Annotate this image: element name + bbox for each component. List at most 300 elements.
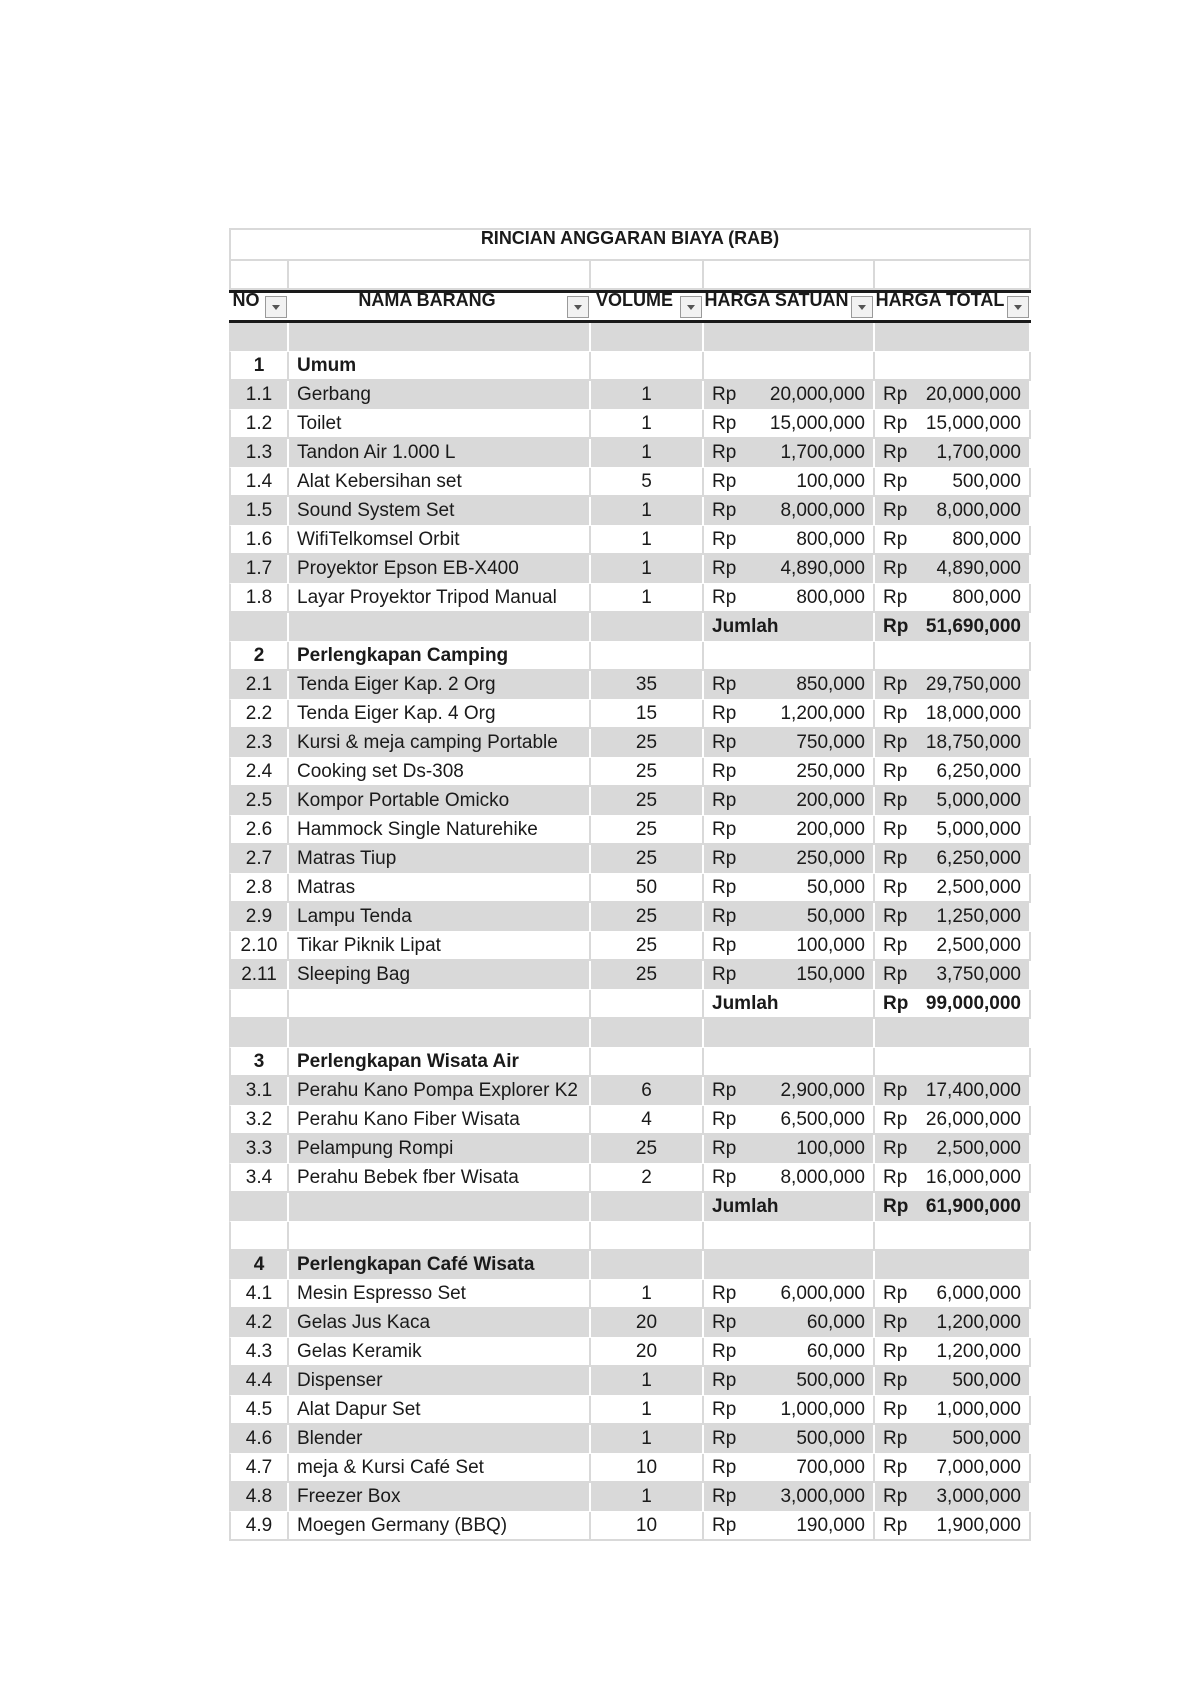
currency-label: Rp	[712, 818, 737, 840]
amount-value: 6,500,000	[780, 1108, 865, 1130]
empty-cell[interactable]	[229, 323, 289, 352]
item-name[interactable]: Tenda Eiger Kap. 4 Org	[289, 700, 591, 729]
item-unit-price[interactable]	[704, 1396, 875, 1425]
amount-value: 1,200,000	[936, 1340, 1021, 1362]
table-row	[229, 903, 1031, 932]
item-volume[interactable]: 1	[591, 1483, 704, 1512]
item-volume[interactable]: 5	[591, 468, 704, 497]
currency-label: Rp	[883, 934, 908, 956]
item-volume[interactable]: 25	[591, 845, 704, 874]
empty-cell[interactable]	[875, 323, 1031, 352]
header-no-label: NO	[232, 290, 260, 310]
amount-value: 20,000,000	[925, 384, 1021, 405]
item-number[interactable]: 1.3	[229, 439, 289, 468]
item-total-price[interactable]	[875, 1280, 1031, 1309]
item-volume[interactable]: 2	[591, 1164, 704, 1193]
currency-label: Rp	[883, 876, 908, 898]
item-total-price[interactable]	[875, 1338, 1031, 1367]
subtotal-row	[229, 1193, 1031, 1222]
currency-label: Rp	[712, 876, 737, 898]
item-name[interactable]: Kursi & meja camping Portable	[289, 729, 591, 758]
currency-label: Rp	[712, 500, 737, 521]
item-number[interactable]: 3.4	[229, 1164, 289, 1193]
currency-label: Rp	[883, 1166, 908, 1188]
item-total-price[interactable]	[875, 526, 1031, 555]
item-number[interactable]: 3.1	[229, 1077, 289, 1106]
item-number[interactable]: 2.7	[229, 845, 289, 874]
item-name[interactable]: Proyektor Epson EB-X400	[289, 555, 591, 584]
item-name[interactable]: Toilet	[289, 410, 591, 439]
item-unit-price[interactable]	[704, 1454, 875, 1483]
filter-dropdown-icon[interactable]	[1007, 296, 1029, 318]
item-total-price[interactable]	[875, 584, 1031, 613]
item-unit-price[interactable]	[704, 874, 875, 903]
item-name[interactable]: WifiTelkomsel Orbit	[289, 526, 591, 555]
item-unit-price[interactable]	[704, 584, 875, 613]
empty-cell[interactable]	[875, 1251, 1031, 1280]
item-name[interactable]: Hammock Single Naturehike	[289, 816, 591, 845]
item-name[interactable]: Tandon Air 1.000 L	[289, 439, 591, 468]
item-unit-price[interactable]	[704, 1135, 875, 1164]
item-name[interactable]: Pelampung Rompi	[289, 1135, 591, 1164]
empty-cell[interactable]	[591, 323, 704, 352]
table-row	[229, 961, 1031, 990]
item-volume[interactable]: 1	[591, 410, 704, 439]
item-number[interactable]: 1.4	[229, 468, 289, 497]
blank-row	[229, 1019, 1031, 1048]
amount-value: 1,250,000	[936, 906, 1021, 927]
item-number[interactable]: 4.9	[229, 1512, 289, 1541]
subtotal-label[interactable]: Jumlah	[704, 990, 875, 1019]
item-number[interactable]: 2.8	[229, 874, 289, 903]
section-header-row	[229, 352, 1031, 381]
amount-value: 15,000,000	[925, 412, 1021, 434]
currency-label: Rp	[883, 906, 908, 927]
amount-value: 800,000	[796, 586, 865, 608]
subtotal-label[interactable]: Jumlah	[704, 1193, 875, 1222]
item-total-price[interactable]	[875, 1106, 1031, 1135]
item-unit-price[interactable]	[704, 845, 875, 874]
item-total-price[interactable]	[875, 700, 1031, 729]
empty-cell[interactable]	[704, 1222, 875, 1251]
amount-value: 8,000,000	[780, 500, 865, 521]
item-unit-price[interactable]	[704, 1425, 875, 1454]
subtotal-amount[interactable]	[875, 1193, 1031, 1222]
item-unit-price[interactable]	[704, 787, 875, 816]
empty-cell[interactable]	[289, 1193, 591, 1222]
item-total-price[interactable]	[875, 381, 1031, 410]
currency-label: Rp	[712, 964, 737, 985]
item-unit-price[interactable]	[704, 1106, 875, 1135]
item-name[interactable]: Perahu Bebek fber Wisata	[289, 1164, 591, 1193]
empty-cell[interactable]	[591, 642, 704, 671]
item-unit-price[interactable]	[704, 1077, 875, 1106]
header-nama-label: NAMA BARANG	[358, 290, 496, 310]
empty-cell[interactable]	[591, 990, 704, 1019]
item-unit-price[interactable]	[704, 932, 875, 961]
item-number[interactable]: 2.6	[229, 816, 289, 845]
item-total-price[interactable]	[875, 468, 1031, 497]
item-volume[interactable]: 25	[591, 961, 704, 990]
empty-cell[interactable]	[591, 1019, 704, 1048]
item-name[interactable]: Freezer Box	[289, 1483, 591, 1512]
section-name[interactable]: Perlengkapan Wisata Air	[289, 1048, 591, 1077]
item-number[interactable]: 2.2	[229, 700, 289, 729]
amount-value: 500,000	[952, 1370, 1021, 1391]
filter-dropdown-icon[interactable]	[265, 296, 287, 318]
empty-cell[interactable]	[875, 642, 1031, 671]
table-row	[229, 845, 1031, 874]
empty-cell[interactable]	[289, 323, 591, 352]
item-name[interactable]: Moegen Germany (BBQ)	[289, 1512, 591, 1541]
item-unit-price[interactable]	[704, 816, 875, 845]
item-volume[interactable]: 15	[591, 700, 704, 729]
amount-value: 18,750,000	[925, 732, 1021, 753]
amount-value: 4,890,000	[936, 558, 1021, 579]
empty-cell[interactable]	[289, 1222, 591, 1251]
table-row	[229, 1512, 1031, 1541]
item-number[interactable]: 1.8	[229, 584, 289, 613]
empty-cell[interactable]	[875, 352, 1031, 381]
section-name[interactable]: Perlengkapan Camping	[289, 642, 591, 671]
amount-value: 190,000	[796, 1514, 865, 1536]
item-name[interactable]: Gelas Jus Kaca	[289, 1309, 591, 1338]
currency-label: Rp	[712, 1370, 737, 1391]
item-volume[interactable]: 1	[591, 555, 704, 584]
item-unit-price[interactable]	[704, 439, 875, 468]
currency-label: Rp	[883, 1282, 908, 1304]
item-number[interactable]: 1.1	[229, 381, 289, 410]
empty-cell[interactable]	[591, 352, 704, 381]
table-row	[229, 381, 1031, 410]
empty-cell[interactable]	[289, 990, 591, 1019]
item-volume[interactable]: 25	[591, 1135, 704, 1164]
item-name[interactable]: Mesin Espresso Set	[289, 1280, 591, 1309]
item-name[interactable]: Gerbang	[289, 381, 591, 410]
item-name[interactable]: Tikar Piknik Lipat	[289, 932, 591, 961]
item-volume[interactable]: 25	[591, 729, 704, 758]
item-volume[interactable]: 1	[591, 381, 704, 410]
currency-label: Rp	[712, 1166, 737, 1188]
empty-cell[interactable]	[591, 1193, 704, 1222]
item-volume[interactable]: 25	[591, 758, 704, 787]
section-number[interactable]: 4	[229, 1251, 289, 1280]
sheet-title-text: RINCIAN ANGGARAN BIAYA (RAB)	[480, 228, 780, 248]
item-total-price[interactable]	[875, 816, 1031, 845]
item-number[interactable]: 4.1	[229, 1280, 289, 1309]
item-name[interactable]: Blender	[289, 1425, 591, 1454]
amount-value: 2,500,000	[936, 934, 1021, 956]
item-number[interactable]: 2.5	[229, 787, 289, 816]
item-total-price[interactable]	[875, 903, 1031, 932]
item-volume[interactable]: 6	[591, 1077, 704, 1106]
item-name[interactable]: Dispenser	[289, 1367, 591, 1396]
section-name[interactable]: Umum	[289, 352, 591, 381]
empty-cell[interactable]	[591, 1222, 704, 1251]
item-number[interactable]: 4.8	[229, 1483, 289, 1512]
subtotal-amount[interactable]	[875, 613, 1031, 642]
item-unit-price[interactable]	[704, 381, 875, 410]
item-unit-price[interactable]	[704, 555, 875, 584]
item-unit-price[interactable]	[704, 1338, 875, 1367]
blank-row	[229, 323, 1031, 352]
item-total-price[interactable]	[875, 671, 1031, 700]
amount-value: 800,000	[952, 586, 1021, 608]
empty-cell[interactable]	[289, 1019, 591, 1048]
item-unit-price[interactable]	[704, 961, 875, 990]
section-number[interactable]: 1	[229, 352, 289, 381]
currency-label: Rp	[712, 1340, 737, 1362]
item-total-price[interactable]	[875, 1164, 1031, 1193]
item-total-price[interactable]	[875, 729, 1031, 758]
amount-value: 1,700,000	[780, 442, 865, 463]
item-number[interactable]: 3.3	[229, 1135, 289, 1164]
item-unit-price[interactable]	[704, 410, 875, 439]
item-name[interactable]: Perahu Kano Fiber Wisata	[289, 1106, 591, 1135]
section-number[interactable]: 3	[229, 1048, 289, 1077]
currency-label: Rp	[712, 1456, 737, 1478]
table-row	[229, 468, 1031, 497]
item-unit-price[interactable]	[704, 1512, 875, 1541]
item-name[interactable]: Alat Dapur Set	[289, 1396, 591, 1425]
amount-value: 99,000,000	[925, 992, 1021, 1014]
item-total-price[interactable]	[875, 845, 1031, 874]
item-number[interactable]: 3.2	[229, 1106, 289, 1135]
table-row	[229, 671, 1031, 700]
item-number[interactable]: 2.3	[229, 729, 289, 758]
item-total-price[interactable]	[875, 410, 1031, 439]
amount-value: 850,000	[796, 674, 865, 695]
item-name[interactable]: Sound System Set	[289, 497, 591, 526]
item-unit-price[interactable]	[704, 1309, 875, 1338]
empty-cell[interactable]	[704, 1048, 875, 1077]
item-total-price[interactable]	[875, 961, 1031, 990]
item-number[interactable]: 1.6	[229, 526, 289, 555]
item-volume[interactable]: 1	[591, 526, 704, 555]
currency-label: Rp	[883, 1108, 908, 1130]
empty-cell[interactable]	[704, 1251, 875, 1280]
item-volume[interactable]: 20	[591, 1338, 704, 1367]
currency-label: Rp	[883, 760, 908, 782]
item-total-price[interactable]	[875, 1483, 1031, 1512]
item-number[interactable]: 2.9	[229, 903, 289, 932]
item-number[interactable]: 4.2	[229, 1309, 289, 1338]
item-number[interactable]: 1.2	[229, 410, 289, 439]
currency-label: Rp	[883, 558, 908, 579]
item-unit-price[interactable]	[704, 1164, 875, 1193]
table-row	[229, 1106, 1031, 1135]
sheet-title	[229, 228, 1031, 261]
item-volume[interactable]: 25	[591, 787, 704, 816]
amount-value: 60,000	[806, 1340, 865, 1362]
table-row	[229, 758, 1031, 787]
currency-label: Rp	[883, 500, 908, 521]
item-total-price[interactable]	[875, 932, 1031, 961]
blank-row	[229, 1222, 1031, 1251]
item-total-price[interactable]	[875, 758, 1031, 787]
section-name[interactable]: Perlengkapan Café Wisata	[289, 1251, 591, 1280]
item-unit-price[interactable]	[704, 1483, 875, 1512]
item-volume[interactable]: 4	[591, 1106, 704, 1135]
item-total-price[interactable]	[875, 874, 1031, 903]
empty-cell[interactable]	[875, 1222, 1031, 1251]
empty-cell[interactable]	[875, 1048, 1031, 1077]
item-number[interactable]: 1.7	[229, 555, 289, 584]
item-number[interactable]: 2.1	[229, 671, 289, 700]
currency-label: Rp	[712, 558, 737, 579]
amount-value: 100,000	[796, 470, 865, 492]
item-number[interactable]: 4.4	[229, 1367, 289, 1396]
empty-cell[interactable]	[229, 990, 289, 1019]
header-nama	[289, 290, 591, 320]
item-number[interactable]: 4.7	[229, 1454, 289, 1483]
item-name[interactable]: Lampu Tenda	[289, 903, 591, 932]
item-number[interactable]: 2.10	[229, 932, 289, 961]
item-unit-price[interactable]	[704, 700, 875, 729]
item-number[interactable]: 4.6	[229, 1425, 289, 1454]
currency-label: Rp	[712, 1080, 737, 1101]
item-unit-price[interactable]	[704, 1367, 875, 1396]
empty-cell[interactable]	[704, 1019, 875, 1048]
filter-dropdown-icon[interactable]	[567, 296, 589, 318]
empty-cell[interactable]	[591, 1251, 704, 1280]
empty-cell[interactable]	[289, 613, 591, 642]
item-volume[interactable]: 25	[591, 932, 704, 961]
header-harga-satuan	[704, 290, 875, 320]
item-name[interactable]: Sleeping Bag	[289, 961, 591, 990]
item-total-price[interactable]	[875, 1135, 1031, 1164]
header-harga-satuan-label: HARGA SATUAN	[704, 290, 849, 310]
item-volume[interactable]: 1	[591, 1280, 704, 1309]
empty-cell[interactable]	[229, 1222, 289, 1251]
currency-label: Rp	[712, 848, 737, 869]
header-harga-total	[875, 290, 1031, 320]
amount-value: 60,000	[806, 1312, 865, 1333]
item-unit-price[interactable]	[704, 903, 875, 932]
item-total-price[interactable]	[875, 1512, 1031, 1541]
budget-sheet	[229, 228, 1031, 1541]
amount-value: 1,700,000	[936, 442, 1021, 463]
currency-label: Rp	[883, 1370, 908, 1391]
filter-dropdown-icon[interactable]	[680, 296, 702, 318]
item-volume[interactable]: 25	[591, 903, 704, 932]
amount-value: 2,500,000	[936, 1138, 1021, 1159]
item-name[interactable]: Kompor Portable Omicko	[289, 787, 591, 816]
subtotal-amount[interactable]	[875, 990, 1031, 1019]
empty-cell[interactable]	[591, 1048, 704, 1077]
item-total-price[interactable]	[875, 1077, 1031, 1106]
item-number[interactable]: 4.5	[229, 1396, 289, 1425]
item-volume[interactable]: 1	[591, 439, 704, 468]
item-volume[interactable]: 1	[591, 584, 704, 613]
currency-label: Rp	[883, 586, 908, 608]
item-name[interactable]: Layar Proyektor Tripod Manual	[289, 584, 591, 613]
empty-cell[interactable]	[704, 352, 875, 381]
item-volume[interactable]: 25	[591, 816, 704, 845]
item-name[interactable]: Gelas Keramik	[289, 1338, 591, 1367]
item-name[interactable]: Matras Tiup	[289, 845, 591, 874]
subtotal-row	[229, 990, 1031, 1019]
item-unit-price[interactable]	[704, 1280, 875, 1309]
item-number[interactable]: 1.5	[229, 497, 289, 526]
currency-label: Rp	[883, 1428, 908, 1449]
amount-value: 700,000	[796, 1456, 865, 1478]
item-number[interactable]: 2.11	[229, 961, 289, 990]
item-total-price[interactable]	[875, 1396, 1031, 1425]
item-total-price[interactable]	[875, 497, 1031, 526]
item-volume[interactable]: 10	[591, 1454, 704, 1483]
item-unit-price[interactable]	[704, 729, 875, 758]
item-volume[interactable]: 1	[591, 1425, 704, 1454]
amount-value: 5,000,000	[936, 818, 1021, 840]
empty-cell[interactable]	[591, 613, 704, 642]
item-name[interactable]: Alat Kebersihan set	[289, 468, 591, 497]
item-volume[interactable]: 10	[591, 1512, 704, 1541]
amount-value: 6,000,000	[936, 1282, 1021, 1304]
item-volume[interactable]: 50	[591, 874, 704, 903]
item-name[interactable]: Tenda Eiger Kap. 2 Org	[289, 671, 591, 700]
item-total-price[interactable]	[875, 1367, 1031, 1396]
item-volume[interactable]: 35	[591, 671, 704, 700]
item-unit-price[interactable]	[704, 468, 875, 497]
item-name[interactable]: meja & Kursi Café Set	[289, 1454, 591, 1483]
amount-value: 3,750,000	[936, 964, 1021, 985]
item-unit-price[interactable]	[704, 758, 875, 787]
currency-label: Rp	[712, 790, 737, 811]
empty-cell[interactable]	[229, 1019, 289, 1048]
table-row	[229, 932, 1031, 961]
item-number[interactable]: 2.4	[229, 758, 289, 787]
item-volume[interactable]: 1	[591, 1396, 704, 1425]
currency-label: Rp	[712, 702, 737, 724]
item-name[interactable]: Perahu Kano Pompa Explorer K2	[289, 1077, 591, 1106]
section-number[interactable]: 2	[229, 642, 289, 671]
item-total-price[interactable]	[875, 1309, 1031, 1338]
table-row	[229, 497, 1031, 526]
item-unit-price[interactable]	[704, 497, 875, 526]
item-unit-price[interactable]	[704, 526, 875, 555]
subtotal-row	[229, 613, 1031, 642]
empty-cell[interactable]	[704, 323, 875, 352]
subtotal-label[interactable]: Jumlah	[704, 613, 875, 642]
item-number[interactable]: 4.3	[229, 1338, 289, 1367]
item-total-price[interactable]	[875, 439, 1031, 468]
item-total-price[interactable]	[875, 787, 1031, 816]
empty-cell[interactable]	[704, 642, 875, 671]
currency-label: Rp	[712, 934, 737, 956]
amount-value: 6,000,000	[780, 1282, 865, 1304]
empty-cell[interactable]	[229, 613, 289, 642]
filter-dropdown-icon[interactable]	[851, 296, 873, 318]
item-name[interactable]: Cooking set Ds-308	[289, 758, 591, 787]
table-row	[229, 729, 1031, 758]
item-name[interactable]: Matras	[289, 874, 591, 903]
item-total-price[interactable]	[875, 555, 1031, 584]
table-row	[229, 1367, 1031, 1396]
item-total-price[interactable]	[875, 1454, 1031, 1483]
currency-label: Rp	[883, 818, 908, 840]
item-volume[interactable]: 1	[591, 1367, 704, 1396]
section-header-row	[229, 642, 1031, 671]
amount-value: 250,000	[796, 760, 865, 782]
item-volume[interactable]: 20	[591, 1309, 704, 1338]
section-header-row	[229, 1251, 1031, 1280]
item-volume[interactable]: 1	[591, 497, 704, 526]
empty-cell[interactable]	[229, 1193, 289, 1222]
item-unit-price[interactable]	[704, 671, 875, 700]
empty-cell[interactable]	[875, 1019, 1031, 1048]
item-total-price[interactable]	[875, 1425, 1031, 1454]
